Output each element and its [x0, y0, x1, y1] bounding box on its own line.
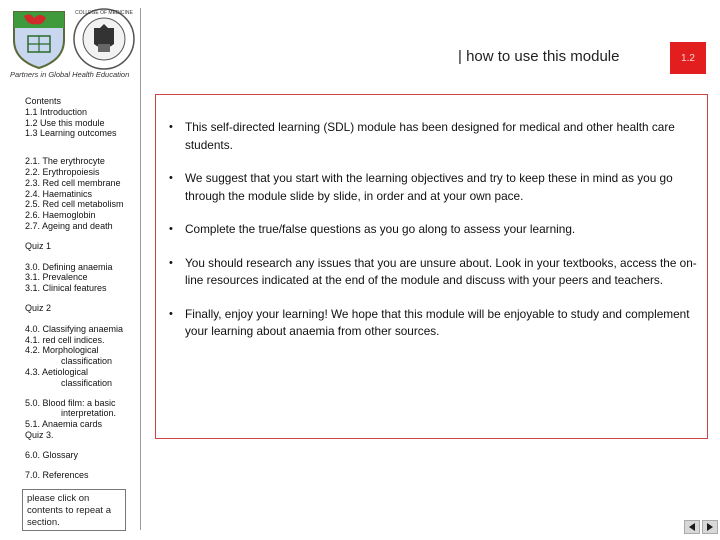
toc-item[interactable]: 2.4. Haematinics: [25, 188, 93, 199]
list-item: [156, 255, 707, 290]
toc-item[interactable]: 2.2. Erythropoiesis: [25, 166, 100, 177]
toc-quiz-1[interactable]: Quiz 1: [25, 240, 52, 251]
toc-item[interactable]: 4.2. Morphological: [25, 345, 99, 356]
svg-text:COLLEGE OF MEDICINE: COLLEGE OF MEDICINE: [75, 10, 133, 16]
page-title: | how to use this module: [458, 48, 620, 65]
toc-heading: Contents: [25, 96, 62, 106]
bullet-icon: •: [169, 307, 173, 320]
logos: [8, 6, 138, 72]
toc-section-anaemia: [25, 262, 143, 294]
toc-section-erythrocyte: [25, 156, 143, 232]
bullet-icon: •: [169, 223, 173, 235]
toc-item[interactable]: 3.1. Prevalence: [25, 272, 88, 283]
content-panel: [155, 94, 708, 439]
toc-item-references[interactable]: 7.0. References: [25, 469, 89, 480]
toc-item[interactable]: 3.1. Clinical features: [25, 283, 107, 294]
toc-item[interactable]: 3.0. Defining anaemia: [25, 261, 113, 272]
slide-navigation: [684, 520, 718, 534]
help-note: please click on contents to repeat a section.: [22, 489, 126, 531]
toc-item[interactable]: 2.5. Red cell metabolism: [25, 199, 124, 210]
toc-item[interactable]: 4.1. red cell indices.: [25, 334, 105, 345]
page-number-badge: 1.2: [670, 42, 706, 74]
bullet-icon: •: [169, 172, 173, 184]
toc-item[interactable]: 4.3. Aetiological: [25, 366, 89, 377]
toc-item[interactable]: 2.3. Red cell membrane: [25, 177, 121, 188]
toc-section-intro: [25, 96, 143, 139]
instruction-list: [156, 119, 707, 357]
list-item: [156, 221, 707, 239]
toc-section-blood-film: [25, 398, 143, 441]
previous-slide-button[interactable]: [684, 520, 700, 534]
bullet-icon: •: [169, 121, 173, 133]
toc-section-classification: [25, 324, 143, 389]
toc-item-learning-outcomes[interactable]: 1.3 Learning outcomes: [25, 128, 117, 139]
toc-item[interactable]: 4.0. Classifying anaemia: [25, 323, 124, 334]
toc-item[interactable]: 5.1. Anaemia cards: [25, 419, 103, 430]
toc-item[interactable]: 2.7. Ageing and death: [25, 220, 113, 231]
toc-item[interactable]: 2.1. The erythrocyte: [25, 156, 105, 167]
toc-item-introduction[interactable]: 1.1 Introduction: [25, 106, 88, 117]
arrow-right-icon: [705, 522, 715, 532]
shield-logo-icon: [14, 12, 64, 68]
toc-item[interactable]: 5.0. Blood film: a basic: [25, 397, 116, 408]
toc-item-continuation[interactable]: classification: [61, 377, 113, 388]
partners-caption: Partners in Global Health Education: [10, 70, 130, 79]
toc-quiz-2[interactable]: Quiz 2: [25, 302, 52, 313]
list-item: [156, 306, 707, 341]
toc-item-use-module[interactable]: 1.2 Use this module: [25, 117, 105, 128]
logo-graphics: [8, 6, 138, 72]
college-seal-icon: [74, 9, 134, 69]
toc-item-continuation[interactable]: interpretation.: [61, 408, 117, 419]
list-item-text: You should research any issues that you are unsure about. Look in your textbooks, access the on-line resources indicated at the end of the module and discuss with your peers and teachers.: [185, 255, 697, 287]
list-item-text: Finally, enjoy your learning! We hope that this module will be enjoyable to study and complement your learning about anaemia from other sources.: [185, 306, 690, 338]
arrow-left-icon: [687, 522, 697, 532]
list-item: [156, 170, 707, 205]
bullet-icon: •: [169, 256, 173, 269]
list-item-text: This self-directed learning (SDL) module has been designed for medical and other health care students.: [185, 120, 675, 152]
table-of-contents: [25, 96, 143, 489]
list-item-text: Complete the true/false questions as you go along to assess your learning.: [185, 222, 576, 236]
toc-item-continuation[interactable]: classification: [61, 356, 113, 367]
list-item: [156, 119, 707, 154]
next-slide-button[interactable]: [702, 520, 718, 534]
toc-item-glossary[interactable]: 6.0. Glossary: [25, 449, 79, 460]
toc-item-quiz-3[interactable]: Quiz 3.: [25, 429, 54, 440]
toc-item[interactable]: 2.6. Haemoglobin: [25, 210, 96, 221]
list-item-text: We suggest that you start with the learning objectives and try to keep these in mind as you go through the module slide by slide, in order and at your own pace.: [185, 171, 673, 203]
